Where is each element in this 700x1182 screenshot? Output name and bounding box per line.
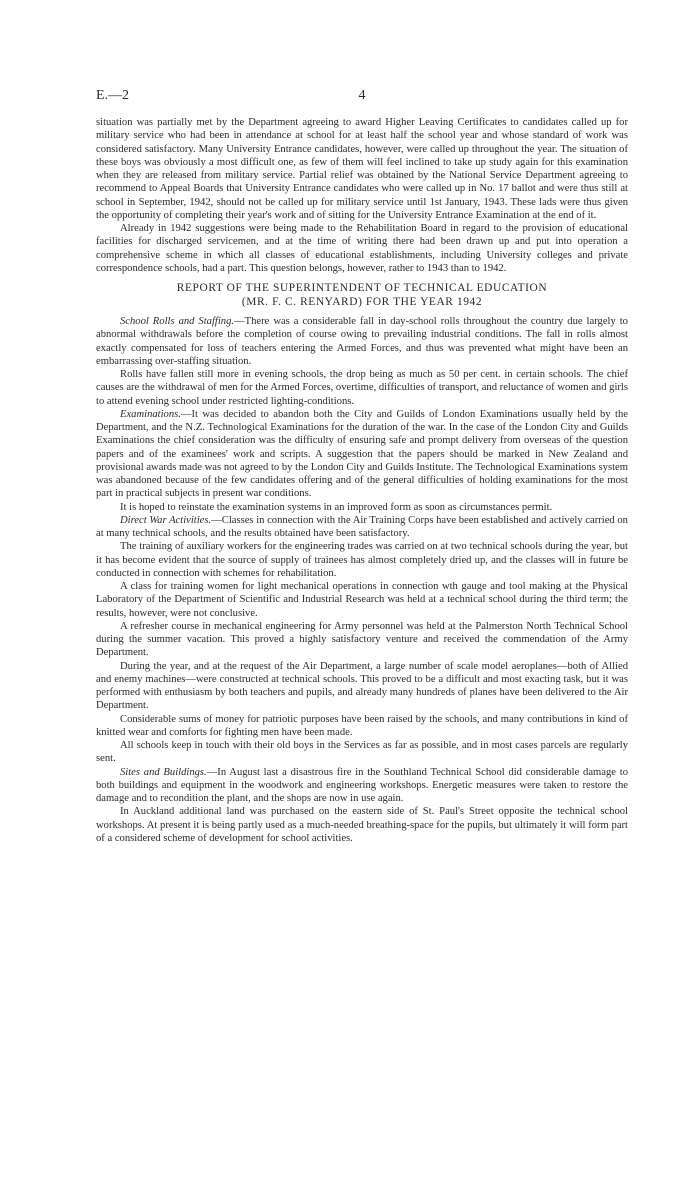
paragraph: [96, 766, 628, 806]
page-header: [96, 88, 628, 108]
paragraph: During the year, and at the request of the Air Department, a large number of scale model aeroplanes—both of Allied and enemy machines—were constructed at technical schools. This proved to be a difficult and most exacting task, but it was performed with enthusiasm by both teachers and pupils, and already many hundreds of planes have been delivered to the Air Department.: [96, 660, 628, 712]
subheading: Sites and Buildings.: [120, 766, 207, 778]
subheading: Direct War Activities.: [120, 514, 212, 526]
paragraph: A class for training women for light mechanical operations in connection wth gauge and tool making at the Physical Laboratory of the Department of Scientific and Industrial Research was held at a technical school during the third term; the results, however, were not conclusive.: [96, 581, 628, 619]
section-title-line: REPORT OF THE SUPERINTENDENT OF TECHNICAL EDUCATION: [176, 282, 548, 294]
paragraph: In Auckland additional land was purchased on the eastern side of St. Paul's Street opposite the technical school workshops. At present it is being partly used as a much-needed breathing-space for the pupils, but ultimately it will form part of a considered scheme of development for school activities.: [96, 806, 628, 844]
paragraph: The training of auxiliary workers for the engineering trades was carried on at two technical schools during the year, but it has become evident that the source of supply of trainees has almost completely dried up, and the classes will in future be conducted in connection with schemes for rehabilitation.: [96, 541, 628, 579]
page-number: 4: [358, 88, 366, 103]
paragraph: It is hoped to reinstate the examination systems in an improved form as soon as circumstances permit.: [120, 501, 553, 513]
paragraph: [96, 315, 628, 368]
paragraph-text: —It was decided to abandon both the City and Guilds of London Examinations usually held by the Department, and the N.Z. Technological Examinations for the duration of the war. In the case of the London City and Guilds Examinations the chief consideration was the difficulty of ensuring safe and prompt delivery from overseas of the question papers and of the examinees' work and scripts. A suggestion that the papers should be marked in New Zealand and provisional awards made was not agreed to by the London City and Guilds Institute. The Technological Examinations system was abandoned because of the few candidates offering and of the general difficulties of holding examinations for the most part in practical subjects in present war conditions.: [96, 408, 628, 500]
section-title-line: (MR. F. C. RENYARD) FOR THE YEAR 1942: [241, 296, 483, 308]
subheading: School Rolls and Staffing.: [120, 316, 235, 327]
paragraph: [96, 514, 628, 541]
document-body: [96, 116, 628, 845]
section-title: [96, 281, 628, 309]
paragraph: situation was partially met by the Department agreeing to award Higher Leaving Certificates to candidates called up for military service who had been in attendance at school for at least half the school year and whose standard of work was considered satisfactory. Many University Entrance candidates, however, were called up throughout the year. The situation of these boys was obviously a most difficult one, as few of them will feel inclined to take up study again for this examination when they are released from military service. Partial relief was obtained by the National Service Department agreeing to recommend to Appeal Boards that University Entrance candidates who were called up in No. 17 ballot and were thus still at school in September, 1942, should not be called up for military service until 1st January, 1943. These lads were thus given the opportunity of completing their year's work and of sitting for the University Entrance Examination at the end of it.: [96, 117, 628, 221]
subheading: Examinations.: [120, 408, 181, 420]
document-code: E.—2: [96, 88, 130, 103]
paragraph: A refresher course in mechanical engineering for Army personnel was held at the Palmerston North Technical School during the summer vacation. This proved a highly satisfactory venture and received the commendation of the Army Department.: [96, 620, 628, 659]
paragraph: Rolls have fallen still more in evening schools, the drop being as much as 50 per cent. in certain schools. The chief causes are the withdrawal of men for the Armed Forces, overtime, difficulties of transport, and reluctance of women and girls to attend evening school under restricted lighting-conditions.: [96, 369, 628, 407]
paragraph-text: —There was a considerable fall in day-school rolls throughout the country due largely to abnormal withdrawals before the completion of course owing to prevailing industrial conditions. The fall in rolls almost exactly compensated for loss of teachers entering the Armed Forces, and thus was prevented what might have been an embarrassing over-staffing situation.: [96, 316, 628, 367]
paragraph: Already in 1942 suggestions were being made to the Rehabilitation Board in regard to the provision of educational facilities for discharged servicemen, and at the time of writing there had been drawn up and put into operation a comprehensive scheme in which all classes of educational establishments, including University colleges and private correspondence schools, had a part. This question belongs, however, rather to 1943 than to 1942.: [96, 223, 628, 274]
paragraph: Considerable sums of money for patriotic purposes have been raised by the schools, and many contributions in kind of knitted wear and comforts for fighting men have been made.: [96, 713, 628, 738]
paragraph: All schools keep in touch with their old boys in the Services as far as possible, and in most cases parcels are regularly sent.: [96, 740, 628, 765]
paragraph-text: —Classes in connection with the Air Training Corps have been established and actively carried on at many technical schools, and the results obtained have been satisfactory.: [96, 514, 628, 539]
paragraph: [96, 408, 628, 501]
paragraph-text: —In August last a disastrous fire in the Southland Technical School did considerable damage to both buildings and equipment in the woodwork and engineering workshops. Energetic measures were taken to restore the damage and to recondition the plant, and the shops are now in use again.: [96, 766, 628, 804]
